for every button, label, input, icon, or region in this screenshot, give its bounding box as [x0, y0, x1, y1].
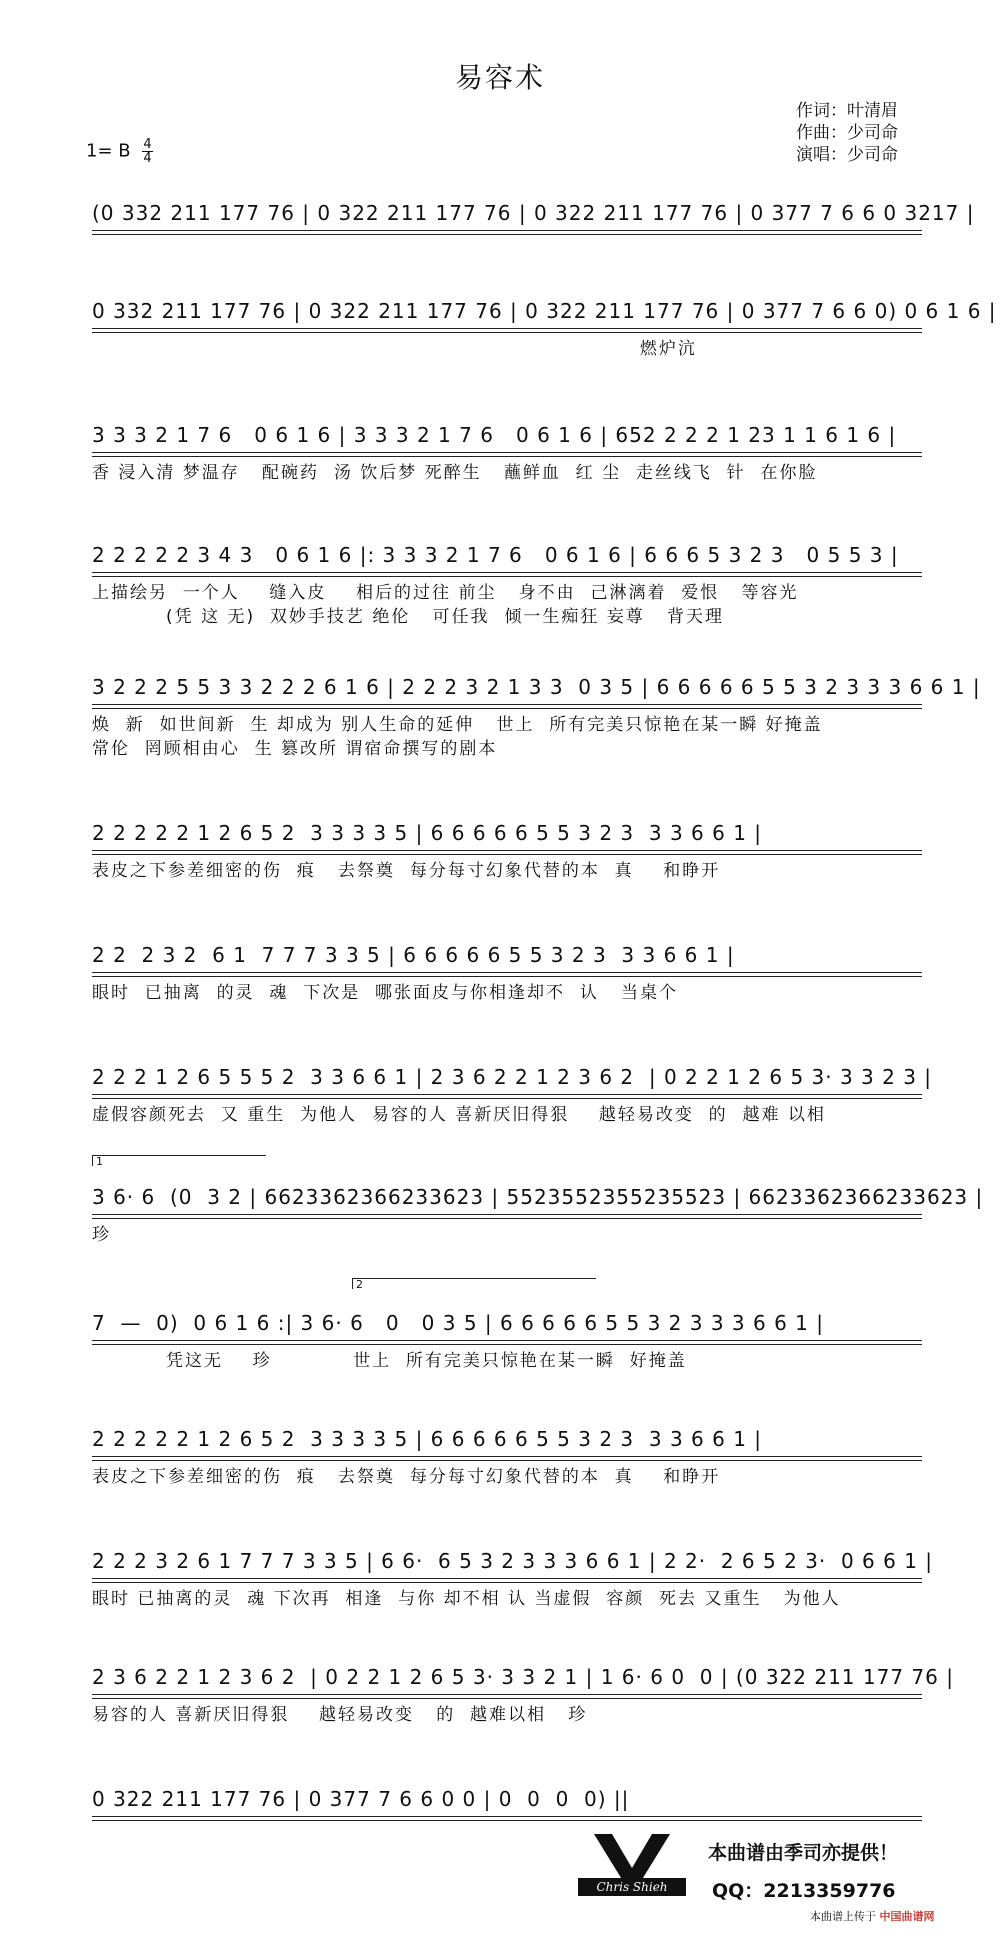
notation-line: (0 332 211 177 76 | 0 322 211 177 76 | 0 322 211 177 76 | 0 377 7 6 6 0 3217 |	[92, 198, 922, 231]
score-system	[92, 1662, 954, 1727]
notation-line: 2 2 2 2 2 1 2 6 5 2 3 3 3 3 5 | 6 6 6 6 6 5 5 3 2 3 3 3 6 6 1 |	[92, 818, 922, 851]
meter-bottom: 4	[143, 151, 152, 166]
lyric-line: 焕 新 如世间新 生 却成为 别人生命的延伸 世上 所有完美只惊艳在某一瞬 好掩盖	[92, 715, 823, 735]
notation-line: 3 2 2 2 5 5 3 3 2 2 2 6 1 6 | 2 2 2 3 2 1 3 3 0 3 5 | 6 6 6 6 6 5 5 3 2 3 3 3 6 6 1 |	[92, 672, 922, 705]
chris-shieh-logo	[572, 1830, 692, 1900]
meter-top: 4	[143, 137, 152, 152]
score-system	[92, 540, 922, 629]
lyricist-credit: 作词：叶清眉	[796, 101, 898, 121]
score-system	[92, 420, 922, 485]
score-system	[92, 1062, 933, 1127]
key-label: 1= B	[86, 140, 131, 162]
page-title: 易容术	[454, 61, 545, 94]
upload-note-text: 本曲谱上传于	[810, 1910, 876, 1923]
lyric-line: 珍	[92, 1225, 111, 1245]
volta-1: 1	[92, 1155, 266, 1166]
score-system	[92, 296, 997, 361]
provider-text: 本曲谱由季司亦提供！	[708, 1842, 899, 1864]
score-system	[92, 1308, 922, 1373]
notation-line: 7 — 0) 0 6 1 6 :| 3 6· 6 0 0 3 5 | 6 6 6 6 6 5 5 3 2 3 3 3 6 6 1 |	[92, 1308, 922, 1341]
notation-line: 2 2 2 1 2 6 5 5 5 2 3 3 6 6 1 | 2 3 6 2 2 1 2 3 6 2 | 0 2 2 1 2 6 5 3· 3 3 2 3 |	[92, 1062, 922, 1095]
notation-line: 0 332 211 177 76 | 0 322 211 177 76 | 0 322 211 177 76 | 0 377 7 6 6 0) 0 6 1 6 |	[92, 296, 922, 329]
volta-2: 2	[352, 1278, 596, 1289]
notation-line: 2 2 2 2 2 3 4 3 0 6 1 6 |: 3 3 3 2 1 7 6 0 6 1 6 | 6 6 6 5 3 2 3 0 5 5 3 |	[92, 540, 922, 573]
score-system	[92, 1424, 922, 1489]
composer-credit: 作曲：少司命	[796, 123, 898, 143]
upload-note	[810, 1908, 935, 1924]
lyric-line: (凭 这 无) 双妙手技艺 绝伦 可任我 倾一生痴狂 妄尊 背天理	[92, 607, 724, 627]
lyric-line: 眼时 已抽离 的灵 魂 下次是 哪张面皮与你相逢却不 认 当桌个	[92, 983, 679, 1003]
logo-text: Chris Shieh	[596, 1880, 668, 1894]
score-system	[92, 1784, 922, 1825]
credits	[796, 100, 898, 166]
notation-line: 2 2 2 2 2 1 2 6 5 2 3 3 3 3 5 | 6 6 6 6 6 5 5 3 2 3 3 3 6 6 1 |	[92, 1424, 922, 1457]
score-system	[92, 1546, 934, 1611]
lyric-line: 凭这无 珍 世上 所有完美只惊艳在某一瞬 好掩盖	[92, 1351, 687, 1371]
singer-credit: 演唱：少司命	[796, 145, 898, 165]
notation-line: 3 3 3 2 1 7 6 0 6 1 6 | 3 3 3 2 1 7 6 0 6 1 6 | 652 2 2 2 1 23 1 1 6 1 6 |	[92, 420, 922, 453]
lyric-line: 上描绘另 一个人 缝入皮 相后的过往 前尘 身不由 己淋漓着 爱恨 等容光	[92, 583, 799, 603]
notation-line: 2 2 2 3 2 6 1 7 7 7 3 3 5 | 6 6 6 6 6 5 5 3 2 3 3 3 6 6 1 |	[92, 940, 922, 973]
key-signature	[86, 138, 153, 165]
score-system	[92, 198, 975, 239]
lyric-line: 表皮之下参差细密的伤 痕 去祭奠 每分每寸幻象代替的本 真 和睁开	[92, 861, 721, 881]
qq-text: QQ：2213359776	[712, 1880, 896, 1902]
score-system	[92, 1182, 984, 1247]
lyric-line: 香 浸入清 梦温存 配碗药 汤 饮后梦 死醉生 蘸鲜血 红 尘 走丝线飞 针 在你脸	[92, 463, 818, 483]
lyric-line: 易容的人 喜新厌旧得狠 越轻易改变 的 越难以相 珍	[92, 1705, 588, 1725]
notation-line: 2 2 2 3 2 6 1 7 7 7 3 3 5 | 6 6· 6 5 3 2 3 3 3 6 6 1 | 2 2· 2 6 5 2 3· 0 6 6 1 |	[92, 1546, 922, 1579]
lyric-line: 常伦 罔顾相由心 生 篡改所 谓宿命撰写的剧本	[92, 739, 498, 759]
score-system	[92, 940, 922, 1005]
time-signature	[142, 138, 152, 165]
notation-line: 0 322 211 177 76 | 0 377 7 6 6 0 0 | 0 0 0 0) ||	[92, 1784, 922, 1817]
lyric-line: 眼时 已抽离的灵 魂 下次再 相逢 与你 却不相 认 当虚假 容颜 死去 又重生 为他人	[92, 1589, 841, 1609]
lyric-line: 表皮之下参差细密的伤 痕 去祭奠 每分每寸幻象代替的本 真 和睁开	[92, 1467, 721, 1487]
lyric-line: 燃炉沆	[92, 339, 697, 359]
upload-brand: 中国曲谱网	[879, 1910, 935, 1923]
notation-line: 2 3 6 2 2 1 2 3 6 2 | 0 2 2 1 2 6 5 3· 3 3 2 1 | 1 6· 6 0 0 | (0 322 211 177 76 |	[92, 1662, 922, 1695]
notation-line: 3 6· 6 (0 3 2 | 6623362366233623 | 5523552355235523 | 6623362366233623 |	[92, 1182, 922, 1215]
lyric-line: 虚假容颜死去 又 重生 为他人 易容的人 喜新厌旧得狠 越轻易改变 的 越难 以相	[92, 1105, 826, 1125]
score-system	[92, 672, 981, 761]
score-system	[92, 818, 922, 883]
